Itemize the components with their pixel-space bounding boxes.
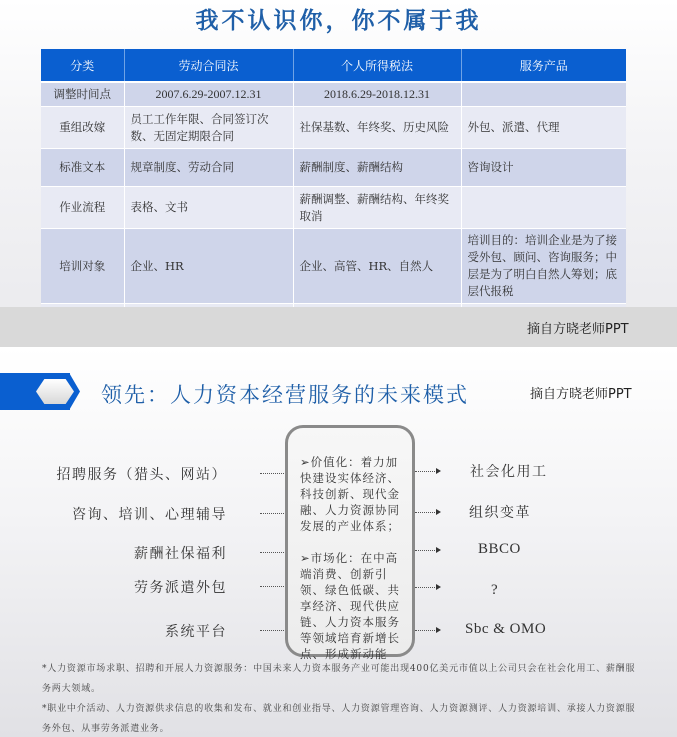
right-item-org-change: 组织变革	[469, 505, 531, 521]
right-item-sbc-omo: Sbc & OMO	[465, 621, 547, 637]
left-item-recruitment: 招聘服务（猎头、网站）	[56, 467, 227, 483]
table-row	[41, 149, 626, 187]
table-row	[41, 107, 626, 149]
table-header-row	[41, 49, 626, 82]
cell-category: 标准文本	[41, 149, 124, 187]
cell-labor-law: 2007.6.29-2007.12.31	[124, 82, 293, 107]
right-item-social-employment: 社会化用工	[470, 464, 548, 480]
left-item-platform: 系统平台	[165, 624, 227, 640]
slide2-source-watermark: 摘自方晓老师PPT	[530, 387, 632, 402]
cell-labor-law: 规章制度、劳动合同	[124, 149, 293, 187]
arrow-right-icon	[415, 630, 439, 631]
cell-labor-law: 员工工作年限、合同签订次数、无固定期限合同	[124, 107, 293, 149]
cell-tax-law: 2018.6.29-2018.12.31	[293, 82, 461, 107]
slide-labor-tax-comparison	[0, 0, 677, 347]
cell-tax-law: 企业、高管、HR、自然人	[293, 229, 461, 304]
connector-line	[260, 473, 286, 474]
cell-category: 调整时间点	[41, 82, 124, 107]
table-row	[41, 187, 626, 229]
cell-service: 外包、派遣、代理	[461, 107, 626, 149]
cell-tax-law: 薪酬调整、薪酬结构、年终奖取消	[293, 187, 461, 229]
strategy-point-value: ➢价值化：着力加快建设实体经济、科技创新、现代金融、人力资源协同发展的产业体系；	[300, 455, 400, 533]
footnote-market: *人力资源市场求职、招聘和开展人力资源服务：中国未来人力资本服务产业可能出现400亿美元市值以上公司只会在社会化用工、薪酬服务两大领域。	[42, 664, 636, 694]
cell-service-note: 培训目的：培训企业是为了接受外包、顾问、咨询服务；中层是为了明白自然人筹划；底层代报税	[461, 229, 626, 304]
cell-labor-law: 企业、HR	[124, 229, 293, 304]
cell-category: 重组改嫁	[41, 107, 124, 149]
slide2-title: 领先：人力资本经营服务的未来模式	[101, 383, 469, 407]
arrow-right-icon	[415, 587, 439, 588]
strategy-box	[285, 425, 415, 661]
slide-future-model	[0, 347, 677, 737]
cell-category: 培训对象	[41, 229, 124, 304]
cell-service	[461, 187, 626, 229]
comparison-table	[41, 49, 626, 346]
connector-line	[260, 586, 286, 587]
connector-line	[260, 552, 286, 553]
cell-service	[461, 82, 626, 107]
arrow-right-icon	[415, 512, 439, 513]
right-item-bbco: BBCO	[478, 541, 521, 557]
arrow-right-icon	[415, 550, 439, 551]
left-item-compensation: 薪酬社保福利	[134, 546, 227, 562]
cell-tax-law: 社保基数、年终奖、历史风险	[293, 107, 461, 149]
slide1-title: 我不认识你，你不属于我	[195, 7, 482, 34]
header-service: 服务产品	[461, 49, 626, 82]
table-row	[41, 229, 626, 304]
cell-service: 咨询设计	[461, 149, 626, 187]
footnote-services: *职业中介活动、人力资源供求信息的收集和发布、就业和创业指导、人力资源管理咨询、人力资源测评、人力资源培训、承接人力资源服务外包、从事劳务派遣业务。	[42, 704, 636, 734]
connector-line	[260, 630, 286, 631]
cell-category: 作业流程	[41, 187, 124, 229]
header-tax-law: 个人所得税法	[293, 49, 461, 82]
cell-tax-law: 薪酬制度、薪酬结构	[293, 149, 461, 187]
arrow-right-icon	[415, 471, 439, 472]
strategy-point-market: ➢市场化：在中高端消费、创新引领、绿色低碳、共享经济、现代供应链、人力资本服务等领域培育新增长点、形成新动能	[300, 551, 400, 661]
left-item-dispatch: 劳务派遣外包	[134, 580, 227, 596]
left-item-consulting: 咨询、培训、心理辅导	[72, 507, 227, 523]
header-category: 分类	[41, 49, 124, 82]
right-item-unknown: ?	[491, 582, 499, 598]
connector-line	[260, 513, 286, 514]
cell-labor-law: 表格、文书	[124, 187, 293, 229]
table-row	[41, 82, 626, 107]
slide1-source-watermark: 摘自方晓老师PPT	[527, 322, 629, 337]
header-labor-law: 劳动合同法	[124, 49, 293, 82]
